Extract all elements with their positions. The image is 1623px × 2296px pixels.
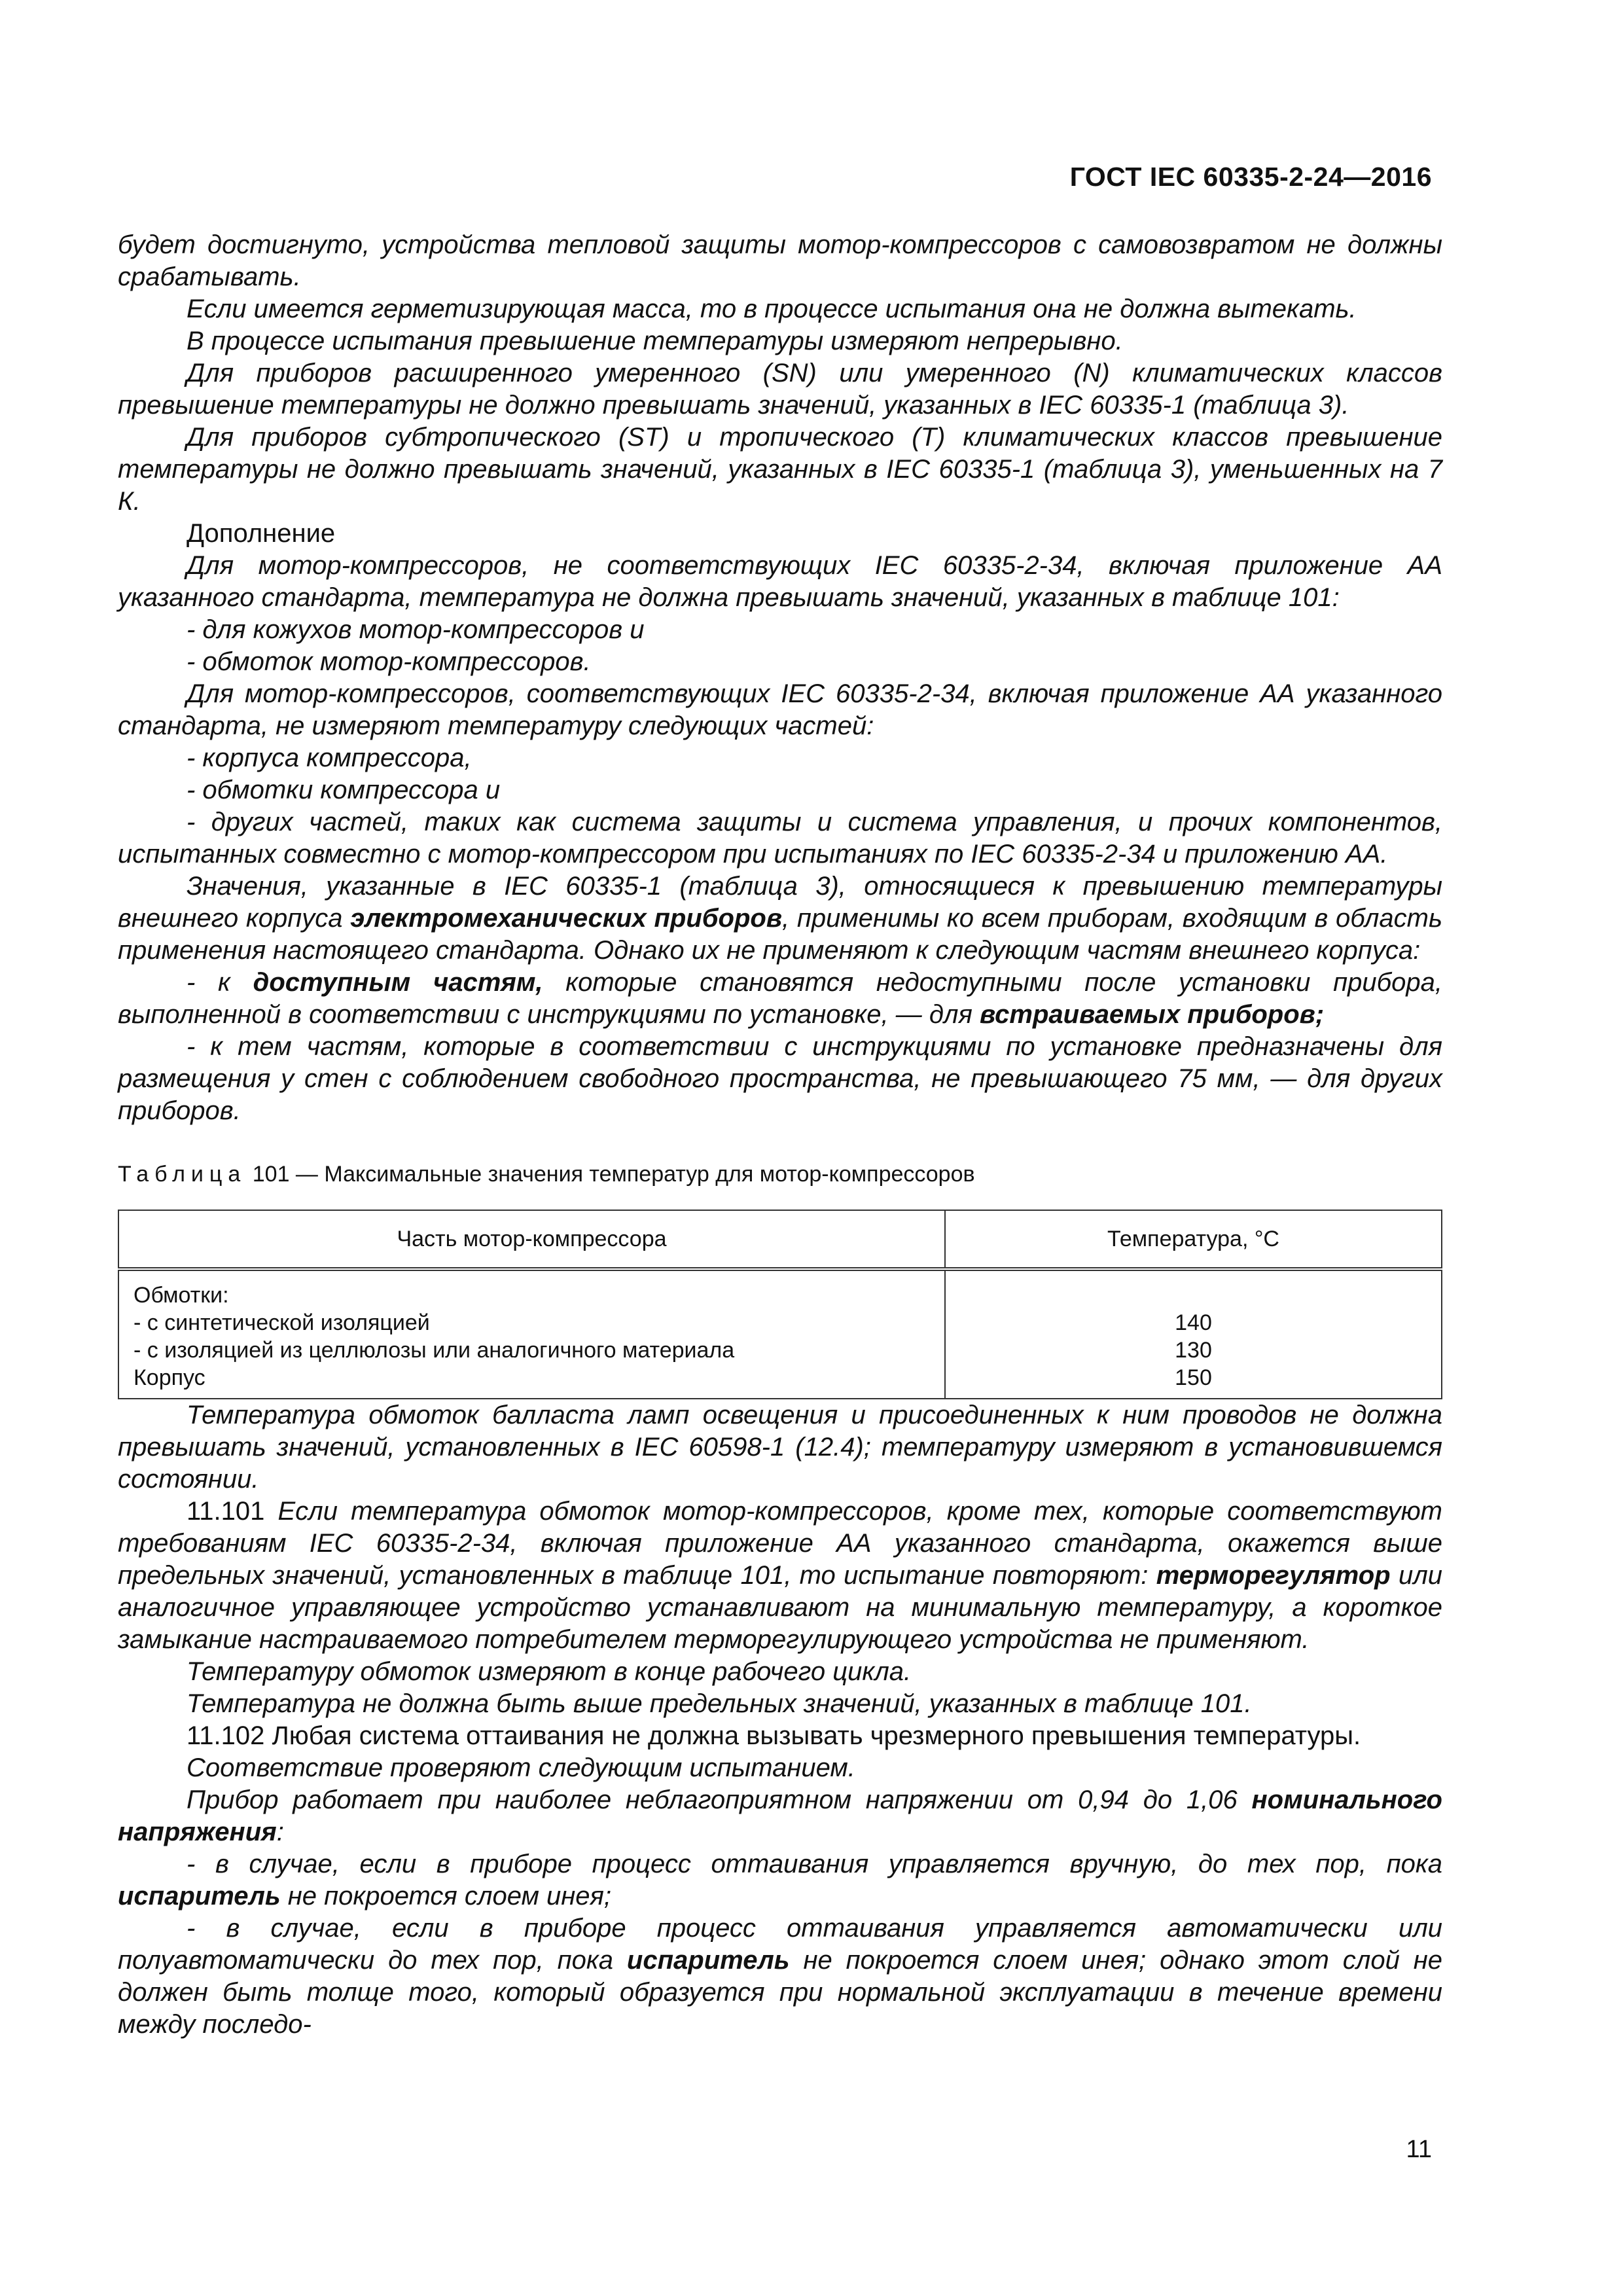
- paragraph: Температура обмоток балласта ламп освещения и присоединенных к ним проводов не должна превышать значений, установленных в IEC 60598-1 (12.4); температуру измеряют в установившемся состоянии.: [118, 1401, 1442, 1494]
- paragraph: Для мотор-компрессоров, соответствующих IEC 60335-2-34, включая приложение АА указанного стандарта, не измеряют температуру следующих частей:: [118, 679, 1442, 740]
- list-item: - к тем частям, которые в соответствии с инструкциями по установке предназначены для размещения у стен с соблюдением свободного пространства, не превышающего 75 мм, — для других приборов.: [118, 1032, 1442, 1125]
- text-run: или аналогичное управляющее устройство устанавливают на минимальную температуру, а короткое замыкание настраиваемого потребителем терморегулирующего устройства не применяют.: [118, 1561, 1443, 1654]
- cell-line: 140: [1175, 1310, 1212, 1335]
- cell-line: [960, 1282, 1427, 1309]
- defined-term: номинального напряжения: [118, 1785, 1442, 1846]
- paragraph: В процессе испытания превышение температуры измеряют непрерывно.: [187, 327, 1123, 355]
- paragraph: Для приборов расширенного умеренного (SN) или умеренного (N) климатических классов превышение температуры не должно превышать значений, указанных в IEC 60335-1 (таблица 3).: [118, 359, 1442, 420]
- cell-line: 150: [1175, 1365, 1212, 1390]
- list-item: - обмотки компрессора и: [187, 776, 501, 804]
- text-run: :: [276, 1818, 284, 1846]
- text-run: - к: [187, 968, 253, 997]
- paragraph: Если имеется герметизирующая масса, то в процессе испытания она не должна вытекать.: [187, 295, 1357, 323]
- text-run: - в случае, если в приборе процесс оттаивания управляется автоматически или полуавтоматически до тех пор, пока: [118, 1914, 1442, 1975]
- text-run: не покроется слоем инея; однако этот слой не должен быть толще того, который образуется при нормальной эксплуатации в течение времени между последо-: [118, 1946, 1442, 2039]
- paragraph: Соответствие проверяют следующим испытанием.: [187, 1753, 855, 1782]
- defined-term: встраиваемых приборов;: [979, 1000, 1325, 1029]
- defined-term: испаритель: [118, 1882, 281, 1910]
- temperature-table: [118, 1210, 1442, 1399]
- paragraph: Температуру обмоток измеряют в конце рабочего цикла.: [187, 1657, 912, 1686]
- paragraph: Для приборов субтропического (ST) и тропического (T) климатических классов превышение температуры не должно превышать значений, указанных в IEC 60335-1 (таблица 3), уменьшенных на 7 К.: [118, 423, 1442, 516]
- list-item: - для кожухов мотор-компрессоров и: [187, 615, 645, 644]
- list-item: [118, 1912, 1442, 2041]
- paragraph: Для мотор-компрессоров, не соответствующих IEC 60335-2-34, включая приложение АА указанного стандарта, температура не должна превышать значений, указанных в таблице 101:: [118, 551, 1442, 612]
- text-run: Прибор работает при наиболее неблагоприятном напряжении от 0,94 до 1,06: [187, 1785, 1252, 1814]
- defined-term: доступным частям,: [253, 968, 543, 997]
- list-item: - обмоток мотор-компрессоров.: [187, 647, 591, 676]
- list-item: - корпуса компрессора,: [187, 744, 472, 772]
- table-cell-parts: [118, 1269, 945, 1399]
- paragraph: Температура не должна быть выше предельных значений, указанных в таблице 101.: [187, 1689, 1252, 1718]
- text-run: которые становятся недоступными после установки прибора, выполненной в соответствии с инструкциями по установке, — для: [118, 968, 1442, 1029]
- text-run: - в случае, если в приборе процесс оттаивания управляется вручную, до тех пор, пока: [187, 1850, 1442, 1878]
- column-header-temperature: Температура, °С: [945, 1210, 1442, 1269]
- text-run: Значения, указанные в IEC 60335-1 (таблица 3), относящиеся к превышению температуры внешнего корпуса: [118, 872, 1442, 933]
- clause-11-102: 11.102 Любая система оттаивания не должна вызывать чрезмерного превышения температуры.: [187, 1721, 1361, 1750]
- table-caption-label: Таблица: [118, 1162, 247, 1187]
- defined-term: терморегулятор: [1156, 1561, 1391, 1590]
- text-run: , применимы ко всем приборам, входящим в область применения настоящего стандарта. Однако их не применяют к следующим частям внешнего корпуса:: [118, 904, 1443, 965]
- clause-11-101: [118, 1496, 1442, 1656]
- paragraph: [118, 870, 1442, 967]
- cell-line: - с синтетической изоляцией: [134, 1310, 430, 1335]
- table-row: [118, 1269, 1442, 1399]
- cell-line: 130: [1175, 1338, 1212, 1363]
- cell-line: - с изоляцией из целлюлозы или аналогичного материала: [134, 1338, 735, 1363]
- paragraph: [118, 1784, 1442, 1848]
- text-run: Если температура обмоток мотор-компрессоров, кроме тех, которые соответствуют требованиям IEC 60335-2-34, включая приложение АА указанного стандарта, окажется выше предельных значений, установленных в таблице 101, то испытание повторяют:: [118, 1497, 1442, 1590]
- clause-number: 11.101: [187, 1497, 265, 1526]
- table-header-row: [118, 1210, 1442, 1269]
- defined-term: испаритель: [626, 1946, 790, 1975]
- list-item: - других частей, таких как система защиты и система управления, и прочих компонентов, испытанных совместно с мотор-компрессором при испытаниях по IEC 60335-2-34 и приложению АА.: [118, 808, 1442, 869]
- defined-term: электромеханических приборов: [350, 904, 783, 933]
- standard-designation: ГОСТ IEC 60335-2-24—2016: [1069, 162, 1432, 192]
- table-cell-temperatures: [945, 1269, 1442, 1399]
- main-text: [118, 229, 1442, 2041]
- list-item: [118, 1848, 1442, 1912]
- addition-heading: Дополнение: [187, 519, 336, 548]
- list-item: [118, 967, 1442, 1031]
- cell-line: Корпус: [134, 1365, 205, 1390]
- column-header-part: Часть мотор-компрессора: [118, 1210, 945, 1269]
- table-caption-text: 101 — Максимальные значения температур для мотор-компрессоров: [246, 1162, 975, 1187]
- page-number: 11: [1406, 2136, 1432, 2163]
- table-caption: [118, 1161, 1442, 1187]
- text-run: не покроется слоем инея;: [280, 1882, 612, 1910]
- paragraph: будет достигнуто, устройства тепловой защиты мотор-компрессоров с самовозвратом не должны срабатывать.: [118, 230, 1442, 291]
- cell-line: Обмотки:: [134, 1283, 229, 1308]
